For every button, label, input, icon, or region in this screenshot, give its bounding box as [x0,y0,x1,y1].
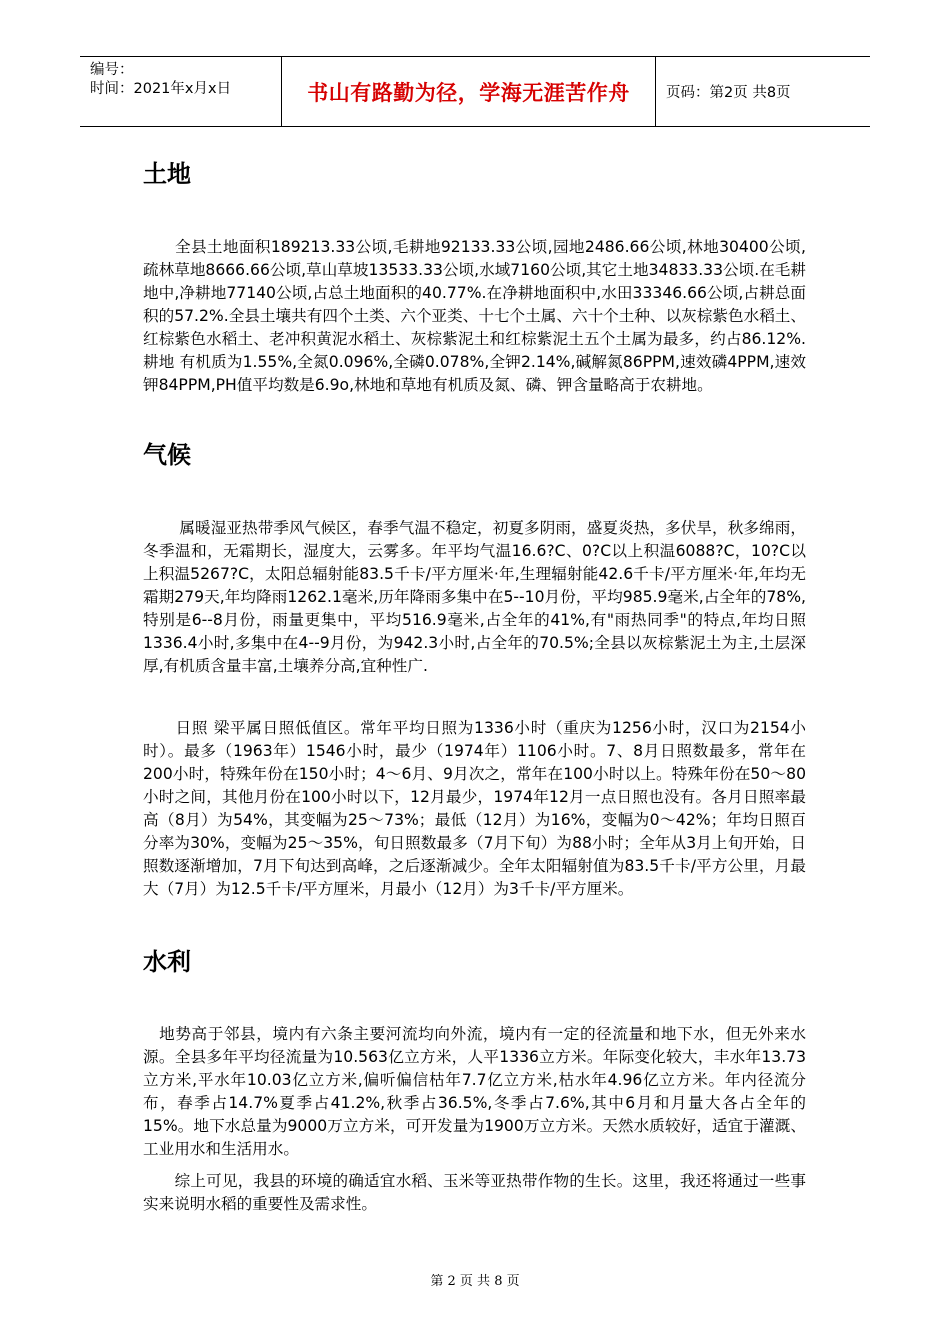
header-motto: 书山有路勤为径，学海无涯苦作舟 [282,57,656,126]
paragraph-land: 全县土地面积189213.33公顷,毛耕地92133.33公顷,园地2486.66公顷,林地30400公顷,疏林草地8666.66公顷,草山草坡13533.33公顷,水域7160公顷,其它土地34833.33公顷.在毛耕地中,净耕地77140公顷,占总土地面积的40.77%.在净耕地面积中,水田33346.66公顷,占耕总面积的57.2%.全县土壤共有四个土类、六个亚类、十七个土属、六十个土种、以灰棕紫色水稻土、红棕紫色水稻土、老冲积黄泥水稻土、灰棕紫泥土和红棕紫泥土五个土属为最多，约占86.12%.耕地 有机质为1.55%,全氮0.096%,全磷0.078%,全钾2.14%,碱解氮86PPM,速效磷4PPM,速效钾84PPM,PH值平均数是6.9o,林地和草地有机质及氮、磷、钾含量略高于农耕地。 [143,238,806,394]
paragraph-conclusion: 综上可见，我县的环境的确适宜水稻、玉米等亚热带作物的生长。这里，我还将通过一些事实来说明水稻的重要性及需求性。 [143,1172,806,1213]
section-heading-land: 土地 [143,160,191,188]
header-page-info: 页码：第2页 共8页 [666,85,791,101]
page-header [80,56,870,127]
paragraph-climate: 属暖湿亚热带季风气候区，春季气温不稳定，初夏多阴雨，盛夏炎热，多伏旱，秋多绵雨，冬季温和，无霜期长，湿度大，云雾多。年平均气温16.6?C、0?C以上积温6088?C，10?C以上积温5267?C，太阳总辐射能83.5千卡/平方厘米·年,生理辐射能42.6千卡/平方厘米·年,年均无霜期279天,年均降雨1262.1毫米,历年降雨多集中在5--10月份，平均985.9毫米,占全年的78%,特别是6--8月份，雨量更集中，平均516.9毫米,占全年的41%,有"雨热同季"的特点,年均日照1336.4小时,多集中在4--9月份，为942.3小时,占全年的70.5%;全县以灰棕紫泥土为主,土层深厚,有机质含量丰富,土壤养分高,宜种性广. [143,519,806,675]
document-time: 时间：2021年x月x日 [90,81,232,97]
page-footer: 第 2 页 共 8 页 [430,1274,520,1289]
header-meta [80,57,282,126]
paragraph-sunshine: 日照 梁平属日照低值区。常年平均日照为1336小时（重庆为1256小时，汉口为2154小时）。最多（1963年）1546小时，最少（1974年）1106小时。7、8月日照数最多，常年在200小时，特殊年份在150小时；4～6月、9月次之，常年在100小时以上。特殊年份在50～80小时之间，其他月份在100小时以下，12月最少，1974年12月一点日照也没有。各月日照率最高（8月）为54%，其变幅为25～73%；最低（12月）为16%，变幅为0～42%；年均日照百分率为30%，变幅为25～35%，旬日照数最多（7月下旬）为88小时；全年从3月上旬开始，日照数逐渐增加，7月下旬达到高峰，之后逐渐减少。全年太阳辐射值为83.5千卡/平方公里，月最大（7月）为12.5千卡/平方厘米，月最小（12月）为3千卡/平方厘米。 [143,719,806,898]
paragraph-water: 地势高于邻县，境内有六条主要河流均向外流，境内有一定的径流量和地下水，但无外来水源。全县多年平均径流量为10.563亿立方米，人平1336立方米。年际变化较大，丰水年13.73立方米,平水年10.03亿立方米,偏听偏信枯年7.7亿立方米,枯水年4.96亿立方米。年内径流分布，春季占14.7%夏季占41.2%,秋季占36.5%,冬季占7.6%,其中6月和月量大各占全年的15%。地下水总量为9000万立方米，可开发量为1900万立方米。天然水质较好，适宜于灌溉、工业用水和生活用水。 [143,1025,806,1158]
section-heading-water: 水利 [143,948,191,976]
document-number: 编号： [90,62,134,78]
section-heading-climate: 气候 [143,441,191,469]
